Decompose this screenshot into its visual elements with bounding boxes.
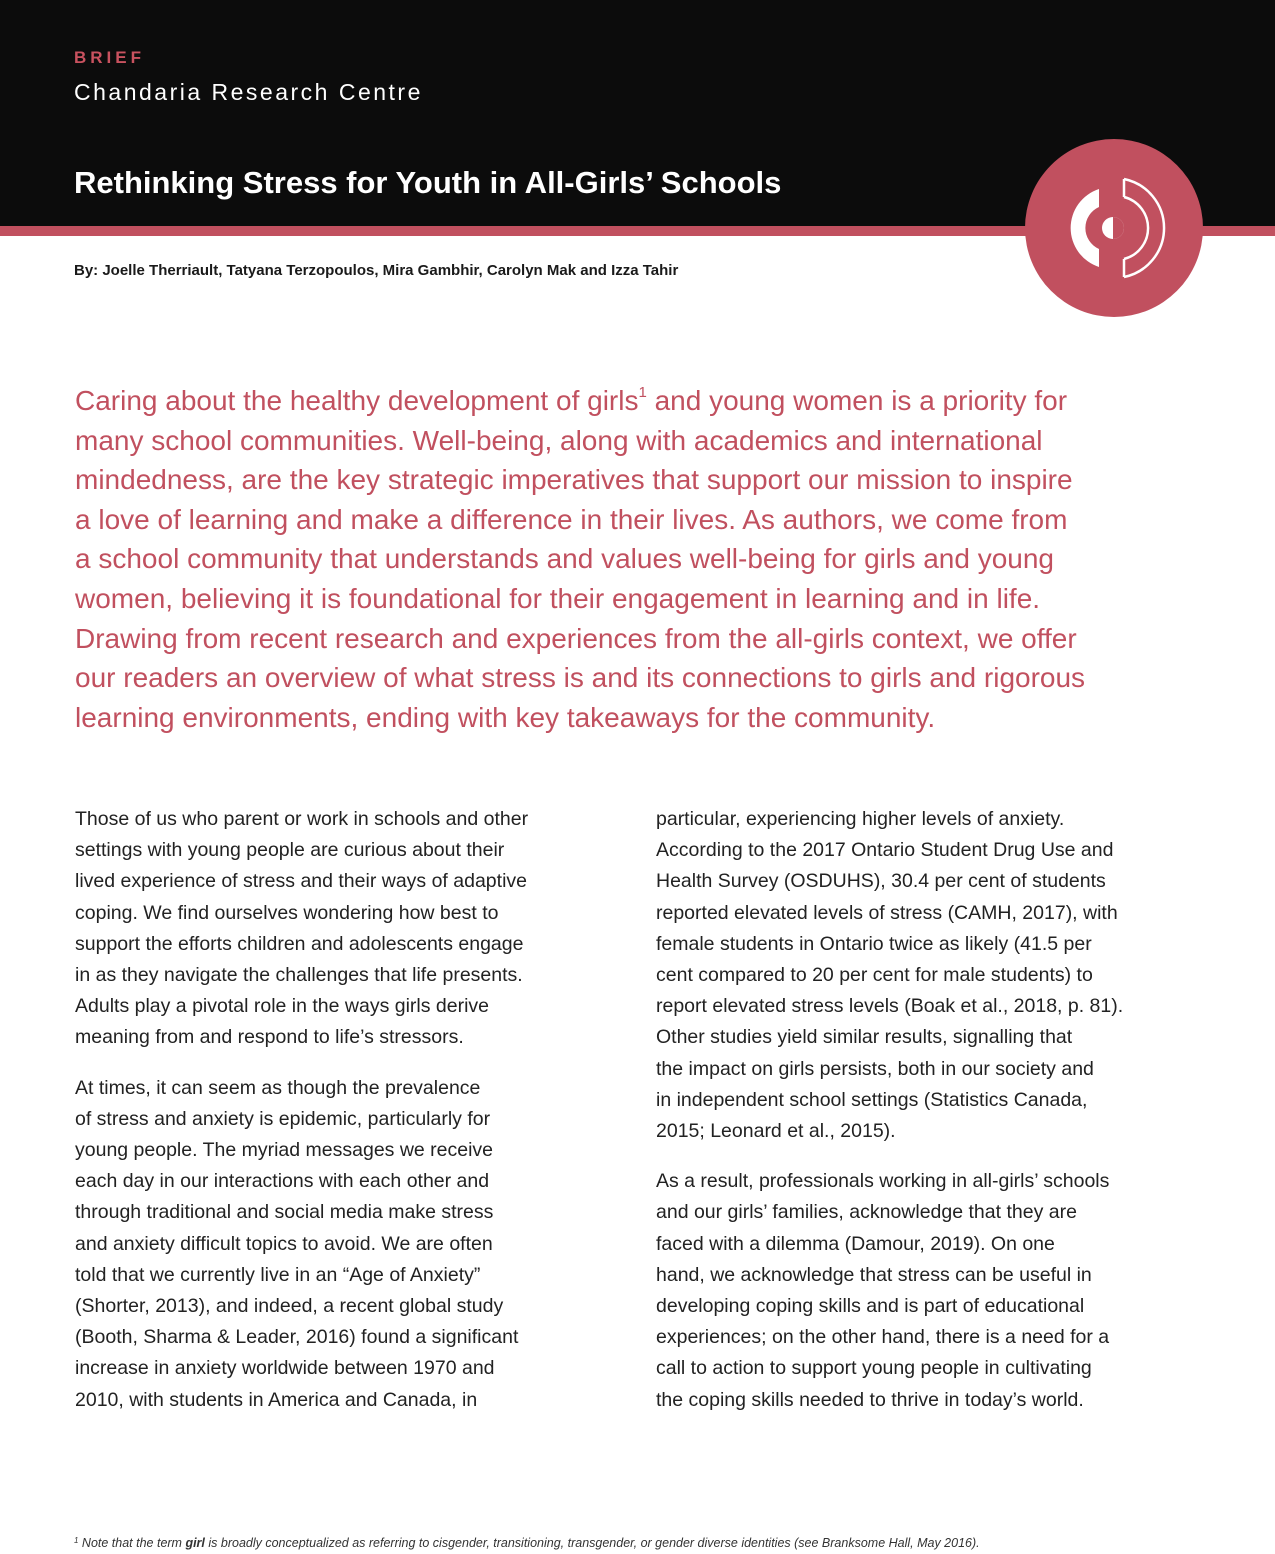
lede-line: our readers an overview of what stress is and its connections to girls and rigorous xyxy=(75,662,1086,694)
lede-text: and young women is a priority for xyxy=(646,385,1068,416)
body-line: developing coping skills and is part of educational xyxy=(656,1295,1085,1318)
body-line: support the efforts children and adolescents engage xyxy=(75,932,524,955)
body-line: reported elevated levels of stress (CAMH, 2017), with xyxy=(656,901,1118,924)
lede-line: mindedness, are the key strategic imperatives that support our mission to inspire xyxy=(75,464,1073,496)
body-line: the impact on girls persists, both in our society and xyxy=(656,1057,1094,1080)
body-line: cent compared to 20 per cent for male students) to xyxy=(656,964,1093,987)
body-line: coping. We find ourselves wondering how best to xyxy=(75,901,499,924)
body-line: Other studies yield similar results, signalling that xyxy=(656,1026,1073,1049)
footnote-text: Note that the term xyxy=(78,1536,186,1550)
body-line: 2015; Leonard et al., 2015). xyxy=(656,1120,896,1143)
body-line: At times, it can seem as though the prevalence xyxy=(75,1076,481,1099)
body-line: According to the 2017 Ontario Student Drug Use and xyxy=(656,839,1114,862)
body-line: through traditional and social media make stress xyxy=(75,1201,494,1224)
page-title: Rethinking Stress for Youth in All-Girls’ Schools xyxy=(74,165,782,200)
body-line: in as they navigate the challenges that life presents. xyxy=(75,964,523,987)
footnote-ref: 1 xyxy=(638,384,647,401)
body-column-left xyxy=(75,804,635,1435)
body-line: in independent school settings (Statistics Canada, xyxy=(656,1088,1088,1111)
author-byline: By: Joelle Therriault, Tatyana Terzopoulos, Mira Gambhir, Carolyn Mak and Izza Tahir xyxy=(74,262,679,279)
footnote-marker: 1 xyxy=(74,1536,79,1545)
lede-line: many school communities. Well-being, along with academics and international xyxy=(75,424,1043,456)
lede-line: women, believing it is foundational for their engagement in learning and in life. xyxy=(75,582,1041,614)
footnote-term: girl xyxy=(185,1536,205,1550)
lede-line: a school community that understands and values well-being for girls and young xyxy=(75,543,1055,575)
lede-line: learning environments, ending with key takeaways for the community. xyxy=(75,701,936,733)
body-paragraph xyxy=(656,1166,1216,1416)
footnote-text: is broadly conceptualized as referring to cisgender, transitioning, transgender, or gender diverse identities (see Branksome Hall, May 2016). xyxy=(204,1536,980,1550)
body-line: settings with young people are curious about their xyxy=(75,839,505,862)
crc-circle-logo-icon xyxy=(1025,139,1203,317)
body-line: (Shorter, 2013), and indeed, a recent global study xyxy=(75,1295,504,1318)
body-line: call to action to support young people in cultivating xyxy=(656,1357,1092,1380)
body-paragraph xyxy=(656,804,1216,1147)
brief-label: BRIEF xyxy=(74,48,145,67)
body-line: Health Survey (OSDUHS), 30.4 per cent of students xyxy=(656,870,1106,893)
body-line: faced with a dilemma (Damour, 2019). On one xyxy=(656,1232,1055,1255)
body-line: As a result, professionals working in all-girls’ schools xyxy=(656,1170,1110,1193)
body-line: and anxiety difficult topics to avoid. We are often xyxy=(75,1232,493,1255)
body-line: and our girls’ families, acknowledge that they are xyxy=(656,1201,1077,1224)
lede-text: Caring about the healthy development of girls xyxy=(75,385,639,416)
body-line: female students in Ontario twice as likely (41.5 per xyxy=(656,932,1092,955)
lede-line: a love of learning and make a difference in their lives. As authors, we come from xyxy=(75,503,1068,535)
body-line: told that we currently live in an “Age of Anxiety” xyxy=(75,1263,481,1286)
body-line: hand, we acknowledge that stress can be useful in xyxy=(656,1263,1092,1286)
lede-line xyxy=(75,381,1215,421)
body-line: lived experience of stress and their ways of adaptive xyxy=(75,870,527,893)
footnote xyxy=(74,1536,980,1550)
body-line: Those of us who parent or work in schools and other xyxy=(75,808,529,830)
body-line: meaning from and respond to life’s stressors. xyxy=(75,1026,464,1049)
body-line: the coping skills needed to thrive in today’s world. xyxy=(656,1388,1084,1411)
body-line: particular, experiencing higher levels of anxiety. xyxy=(656,808,1065,830)
organization-name: Chandaria Research Centre xyxy=(74,79,423,105)
body-line: Adults play a pivotal role in the ways girls derive xyxy=(75,995,490,1018)
lede-paragraph xyxy=(75,381,1215,737)
body-line: young people. The myriad messages we receive xyxy=(75,1139,494,1162)
body-paragraph xyxy=(75,1073,635,1416)
body-line: (Booth, Sharma & Leader, 2016) found a significant xyxy=(75,1326,519,1349)
body-line: 2010, with students in America and Canada, in xyxy=(75,1388,478,1411)
lede-line: Drawing from recent research and experiences from the all-girls context, we offer xyxy=(75,622,1077,654)
body-line: of stress and anxiety is epidemic, particularly for xyxy=(75,1107,491,1130)
body-line: each day in our interactions with each other and xyxy=(75,1170,490,1193)
body-column-right xyxy=(656,804,1216,1435)
body-line: report elevated stress levels (Boak et al., 2018, p. 81). xyxy=(656,995,1124,1018)
body-line: experiences; on the other hand, there is a need for a xyxy=(656,1326,1110,1349)
body-line: increase in anxiety worldwide between 1970 and xyxy=(75,1357,495,1380)
body-paragraph xyxy=(75,804,635,1054)
